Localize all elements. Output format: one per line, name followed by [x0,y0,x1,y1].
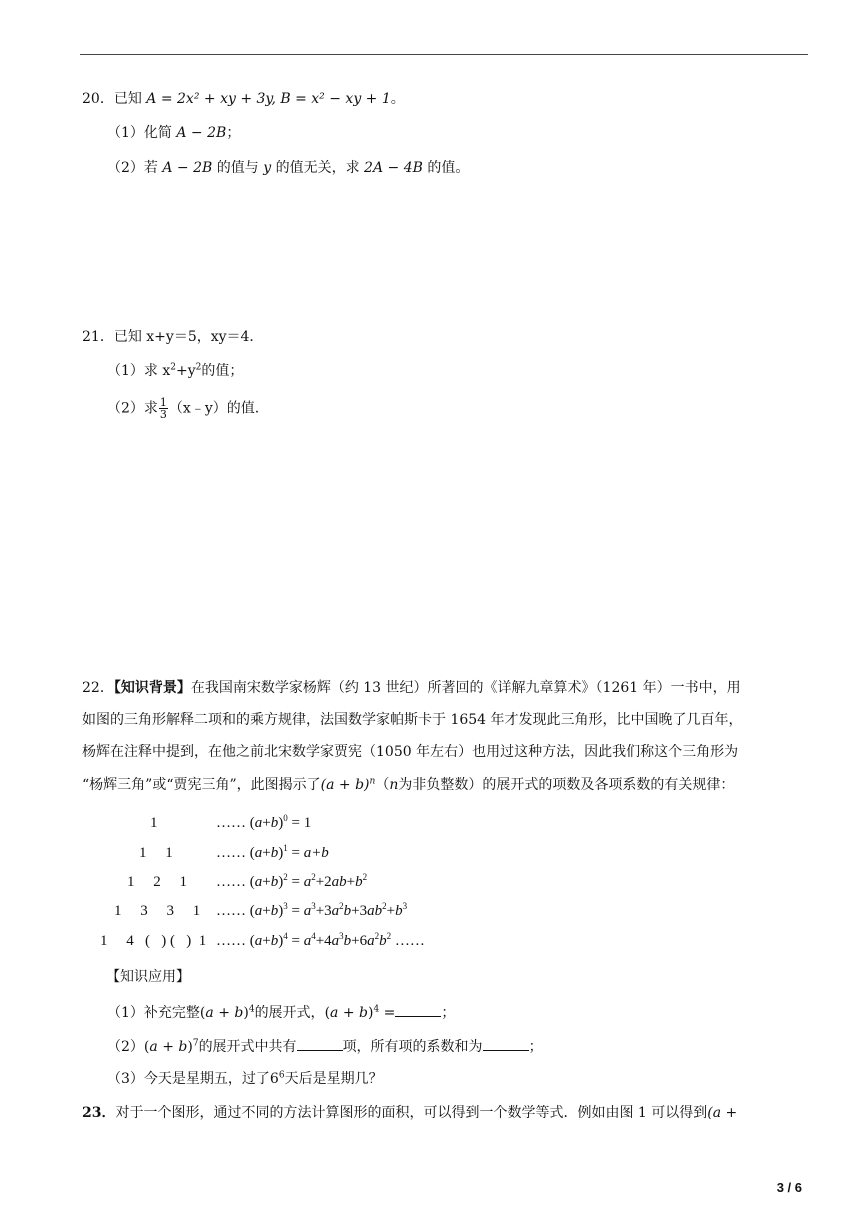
q22-number: 22． [82,680,114,696]
q23-intro: 23．对于一个图形，通过不同的方法计算图形的面积，可以得到一个数学等式．例如由图 1 可以得到(a + [82,1105,738,1121]
formula-power-2: …… $(a+b)^2 = a^2+2ab+b^2$ [216,872,368,890]
knowledge-background-tag: 【知识背景】 [113,680,191,696]
triangle-row-3: 1 3 3 1 [114,903,201,919]
q22-line2: 如图的三角形解释二项和的乘方规律，法国数学家帕斯卡于 1654 年才发现此三角形，比中国晚了几百年， [82,712,743,728]
triangle-row-0: 1 [150,815,158,831]
formula-power-1: …… $(a+b)^1 = a+b$ [216,843,329,861]
q22-application-1: （1）补充完整$(a + b)^4$的展开式，$(a + b)^4$ = ； [107,1002,455,1023]
q21-part1: （1）求 $x^2+y^2$的值； [107,362,244,379]
answer-blank[interactable] [395,1002,441,1017]
formula-power-4: …… $(a+b)^4 = a^4+4a^3b+6a^2b^2$ …… [216,931,425,949]
triangle-row-2: 1 2 1 [127,874,187,890]
answer-blank[interactable] [297,1036,343,1051]
page-number: 3 / 6 [776,1180,802,1195]
knowledge-application-tag: 【知识应用】 [106,969,190,985]
q20-part2: （2）若 A − 2B 的值与 y 的值无关，求 2A − 4B 的值。 [107,160,470,176]
q21-part2: （2）求 $\frac{1}{3}$ （x﹣y）的值. [107,396,260,421]
fraction-one-third: $\frac{1}{3}$ [159,396,167,421]
q23-number: 23． [82,1105,116,1121]
q20-number: 20． [82,91,114,107]
q22-application-3: （3）今天是星期五，过了$6^6$天后是星期几？ [107,1070,383,1087]
q22-application-2: $(2)(a + b)^7$的展开式中共有 项，所有项的系数和为 ； [107,1036,543,1057]
q22-line4: “杨辉三角”或“贾宪三角”，此图揭示了$(a + b)^n(n$为非负整数）的展开式的项数及各项系数的有关规律： [82,776,735,793]
triangle-row-1: 1 1 [139,845,173,861]
q21-intro: 21．已知 x+y＝5，xy＝4． [82,329,264,345]
q22-line3: 杨辉在注释中提到，在他之前北宋数学家贾宪（1050 年左右）也用过这种方法，因此我们称这个三角形为 [82,744,739,760]
header-rule [80,54,808,55]
triangle-row-4: 1 4 ( ) ( ) 1 [100,933,207,949]
formula-power-3: …… $(a+b)^3 = a^3+3a^2b+3ab^2+b^3$ [216,901,408,919]
formula-power-0: …… $(a+b)^0 = 1$ [216,813,312,831]
q22-line1: 22．【知识背景】在我国南宋数学家杨辉（约 13 世纪）所著回的《详解九章算术》（1261 年）一书中，用 [82,680,741,696]
q20-part1: （1）化简 A − 2B； [107,125,241,141]
answer-blank[interactable] [483,1036,529,1051]
q20-expression: A = 2x² + xy + 3y, B = x² − xy + 1 [146,91,391,107]
q20-intro: 20．已知 A = 2x² + xy + 3y, B = x² − xy + 1。 [82,91,405,107]
q21-number: 21． [82,329,114,345]
